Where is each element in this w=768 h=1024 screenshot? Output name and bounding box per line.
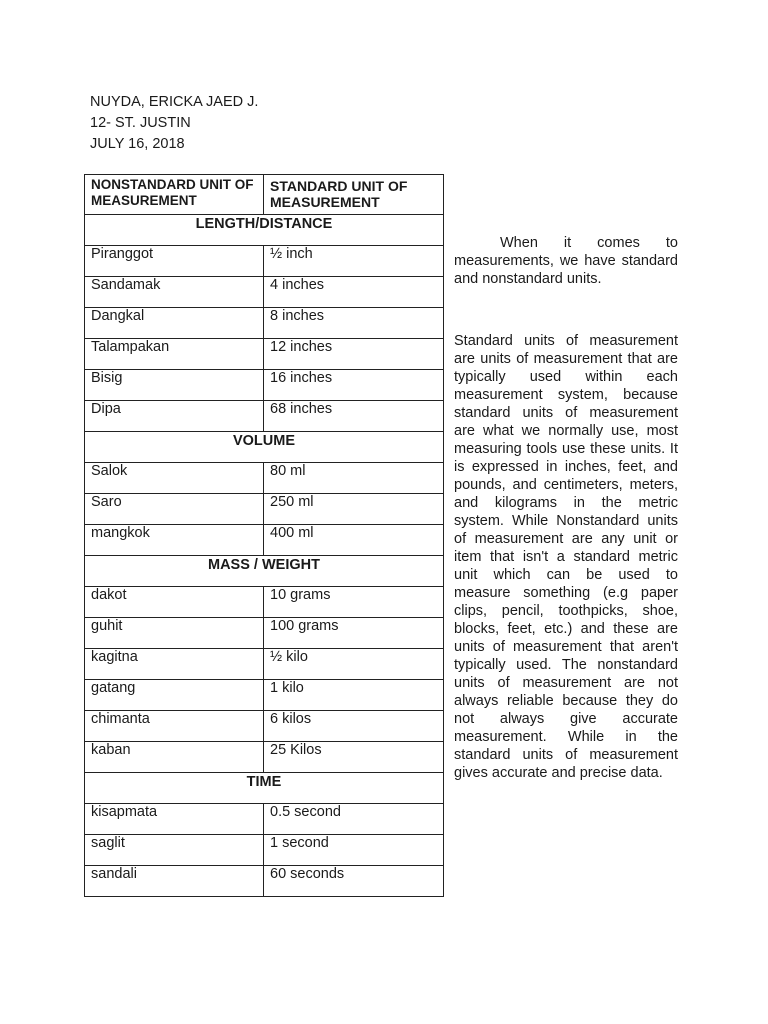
table-row (85, 494, 444, 525)
table-row (85, 711, 444, 742)
table-row (85, 649, 444, 680)
standard-column-header: STANDARD UNIT OF MEASUREMENT (264, 175, 444, 215)
table-row (85, 463, 444, 494)
nonstandard-unit-cell: Talampakan (85, 339, 264, 370)
nonstandard-unit-cell: Bisig (85, 370, 264, 401)
table-row (85, 308, 444, 339)
standard-unit-cell: 16 inches (264, 370, 444, 401)
table-row (85, 804, 444, 835)
category-row (85, 215, 444, 246)
standard-unit-cell: 80 ml (264, 463, 444, 494)
standard-unit-cell: 1 kilo (264, 680, 444, 711)
standard-unit-cell: 4 inches (264, 277, 444, 308)
nonstandard-unit-cell: kisapmata (85, 804, 264, 835)
standard-unit-cell: 8 inches (264, 308, 444, 339)
standard-unit-cell: ½ inch (264, 246, 444, 277)
nonstandard-unit-cell: Saro (85, 494, 264, 525)
nonstandard-unit-cell: dakot (85, 587, 264, 618)
standard-unit-cell: 1 second (264, 835, 444, 866)
category-title: TIME (85, 773, 444, 804)
nonstandard-unit-cell: Sandamak (85, 277, 264, 308)
table-row (85, 277, 444, 308)
table-row (85, 339, 444, 370)
category-title: VOLUME (85, 432, 444, 463)
student-name: NUYDA, ERICKA JAED J. (90, 94, 259, 110)
table-header-row (85, 175, 444, 215)
table-row (85, 835, 444, 866)
table-row (85, 401, 444, 432)
standard-unit-cell: 10 grams (264, 587, 444, 618)
document-header (90, 92, 258, 155)
nonstandard-unit-cell: gatang (85, 680, 264, 711)
nonstandard-column-header: NONSTANDARD UNIT OF MEASUREMENT (85, 175, 264, 215)
standard-unit-cell: 60 seconds (264, 866, 444, 897)
standard-unit-cell: 250 ml (264, 494, 444, 525)
table-row (85, 587, 444, 618)
category-row (85, 773, 444, 804)
nonstandard-unit-cell: sandali (85, 866, 264, 897)
table-row (85, 525, 444, 556)
category-title: MASS / WEIGHT (85, 556, 444, 587)
category-row (85, 556, 444, 587)
nonstandard-unit-cell: kaban (85, 742, 264, 773)
standard-unit-cell: 68 inches (264, 401, 444, 432)
table-row (85, 680, 444, 711)
table-row (85, 866, 444, 897)
standard-unit-cell: 25 Kilos (264, 742, 444, 773)
nonstandard-unit-cell: Piranggot (85, 246, 264, 277)
nonstandard-unit-cell: chimanta (85, 711, 264, 742)
nonstandard-unit-cell: Salok (85, 463, 264, 494)
student-section: 12- ST. JUSTIN (90, 115, 191, 131)
nonstandard-unit-cell: kagitna (85, 649, 264, 680)
standard-unit-cell: 100 grams (264, 618, 444, 649)
category-row (85, 432, 444, 463)
category-title: LENGTH/DISTANCE (85, 215, 444, 246)
nonstandard-unit-cell: mangkok (85, 525, 264, 556)
table-row (85, 618, 444, 649)
table-row (85, 370, 444, 401)
table-row (85, 742, 444, 773)
document-date: JULY 16, 2018 (90, 136, 185, 152)
measurement-table-body (85, 175, 444, 897)
standard-unit-cell: 12 inches (264, 339, 444, 370)
nonstandard-unit-cell: Dipa (85, 401, 264, 432)
intro-paragraph: When it comes to measurements, we have standard and nonstandard units. (454, 235, 678, 287)
explanation-paragraph: Standard units of measurement are units of measurement that are typically used within each measurement system, because standard units of measurement are what we normally use, most measuring tools use these units. It is expressed in inches, feet, and pounds, and centimeters, meters, and kilograms in the metric system. While Nonstandard units of measurement are any unit or item that isn't a standard metric unit which can be used to measure something (e.g paper clips, pencil, toothpicks, shoe, blocks, feet, etc.) and these are units of measurement that aren't typically used. The nonstandard units of measurement are not always reliable because they do not always give accurate measurement. While in the standard units of measurement gives accurate and precise data. (454, 333, 678, 781)
standard-unit-cell: 6 kilos (264, 711, 444, 742)
table-row (85, 246, 444, 277)
measurement-table (84, 174, 444, 897)
standard-unit-cell: 400 ml (264, 525, 444, 556)
standard-unit-cell: 0.5 second (264, 804, 444, 835)
nonstandard-unit-cell: saglit (85, 835, 264, 866)
nonstandard-unit-cell: guhit (85, 618, 264, 649)
nonstandard-unit-cell: Dangkal (85, 308, 264, 339)
standard-unit-cell: ½ kilo (264, 649, 444, 680)
